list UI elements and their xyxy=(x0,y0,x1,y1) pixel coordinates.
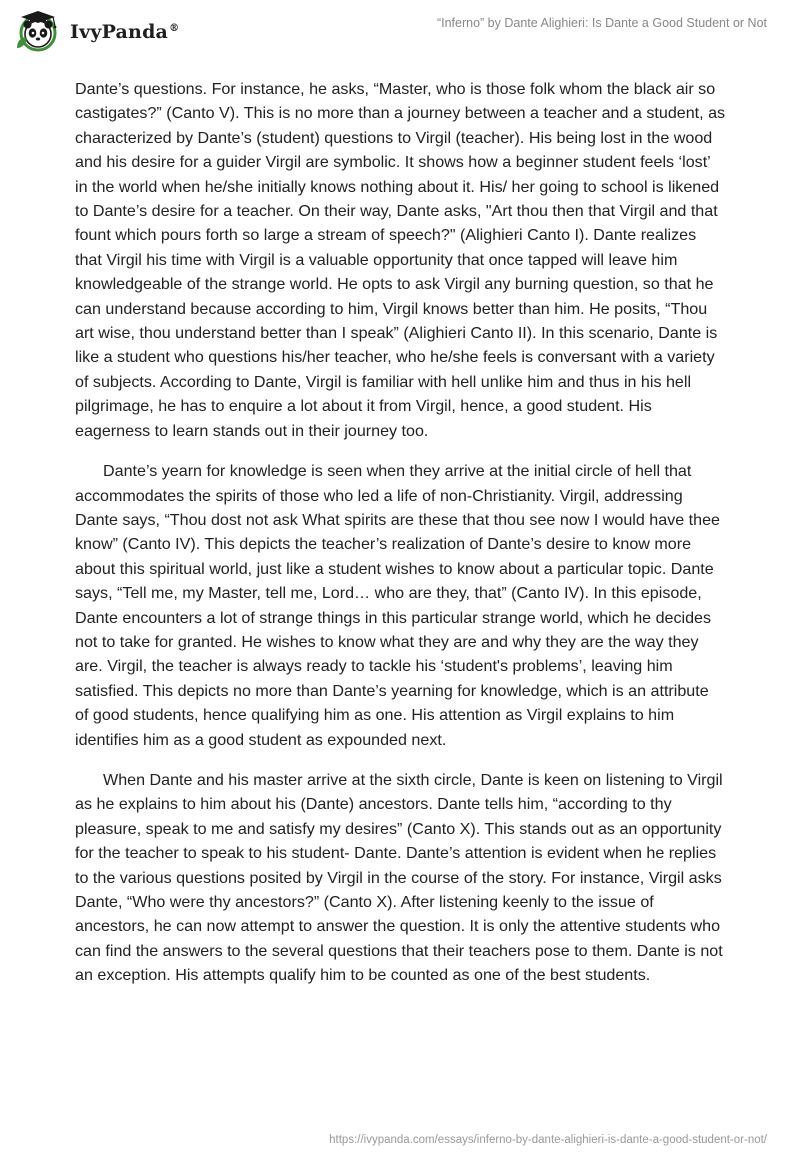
page-header xyxy=(0,0,800,64)
source-url[interactable]: https://ivypanda.com/essays/inferno-by-dante-alighieri-is-dante-a-good-student-or-not/ xyxy=(329,1134,767,1146)
essay-body xyxy=(75,77,726,1004)
essay-paragraph: Dante’s yearn for knowledge is seen when they arrive at the initial circle of hell that accommodates the spirits of those who led a life of non-Christianity. Virgil, addressing Dante says, “Thou dost not ask What spirits are these that thou see now I would have thee know” (Canto IV). This depicts the teacher’s realization of Dante’s desire to know more about this spiritual world, just like a student wishes to know about a particular topic. Dante says, “Tell me, my Master, tell me, Lord… who are they, that” (Canto IV). In this episode, Dante encounters a lot of strange things in this particular strange world, which he decides not to take for granted. He wishes to know what they are and why they are the way they are. Virgil, the teacher is always ready to tackle his ‘student's problems’, leaving him satisfied. This depicts no more than Dante’s yearning for knowledge, which is an attribute of good students, hence qualifying him as one. His attention as Virgil explains to him identifies him as a good student as expounded next. xyxy=(75,462,720,749)
ivypanda-logo[interactable] xyxy=(14,8,179,52)
essay-paragraph: When Dante and his master arrive at the sixth circle, Dante is keen on listening to Virgil as he explains to him about his (Dante) ancestors. Dante tells him, “according to thy pleasure, speak to me and satisfy my desires” (Canto X). This stands out as an opportunity for the teacher to speak to his student- Dante. Dante’s attention is evident when he replies to the various questions posited by Virgil in the course of the story. For instance, Virgil asks Dante, “Who were thy ancestors?” (Canto X). After listening keenly to the issue of ancestors, he can now attempt to answer the question. It is only the attentive students who can find the answers to the several questions that their teachers pose to them. Dante is not an exception. His attempts qualify him to be counted as one of the best students. xyxy=(75,770,723,985)
logo-wordmark: IvyPanda® xyxy=(70,21,180,43)
essay-paragraph: Dante’s questions. For instance, he asks, “Master, who is those folk whom the black air so castigates?” (Canto V). This is no more than a journey between a teacher and a student, as characterized by Dante’s (student) questions to Virgil (teacher). His being lost in the wood and his desire for a guider Virgil are symbolic. It shows how a beginner student feels ‘lost’ in the world when he/she initially knows nothing about it. His/ her going to school is likened to Dante’s desire for a teacher. On their way, Dante asks, "Art thou then that Virgil and that fount which pours forth so large a stream of speech?" (Alighieri Canto I). Dante realizes that Virgil his time with Virgil is a valuable opportunity that once tapped will leave him knowledgeable of the strange world. He opts to ask Virgil any burning question, so that he can understand because according to him, Virgil knows better than him. He posits, “Thou art wise, thou understand better than I speak” (Alighieri Canto II). In this scenario, Dante is like a student who questions his/her teacher, who he/she feels is conversant with a variety of subjects. According to Dante, Virgil is familiar with hell unlike him and thus in his hell pilgrimage, he has to enquire a lot about it from Virgil, hence, a good student. His eagerness to learn stands out in their journey too. xyxy=(75,80,726,440)
document-title: “Inferno” by Dante Alighieri: Is Dante a Good Student or Not xyxy=(436,16,767,30)
registered-mark: ® xyxy=(169,22,180,34)
panda-graduate-logo-icon xyxy=(14,8,66,52)
